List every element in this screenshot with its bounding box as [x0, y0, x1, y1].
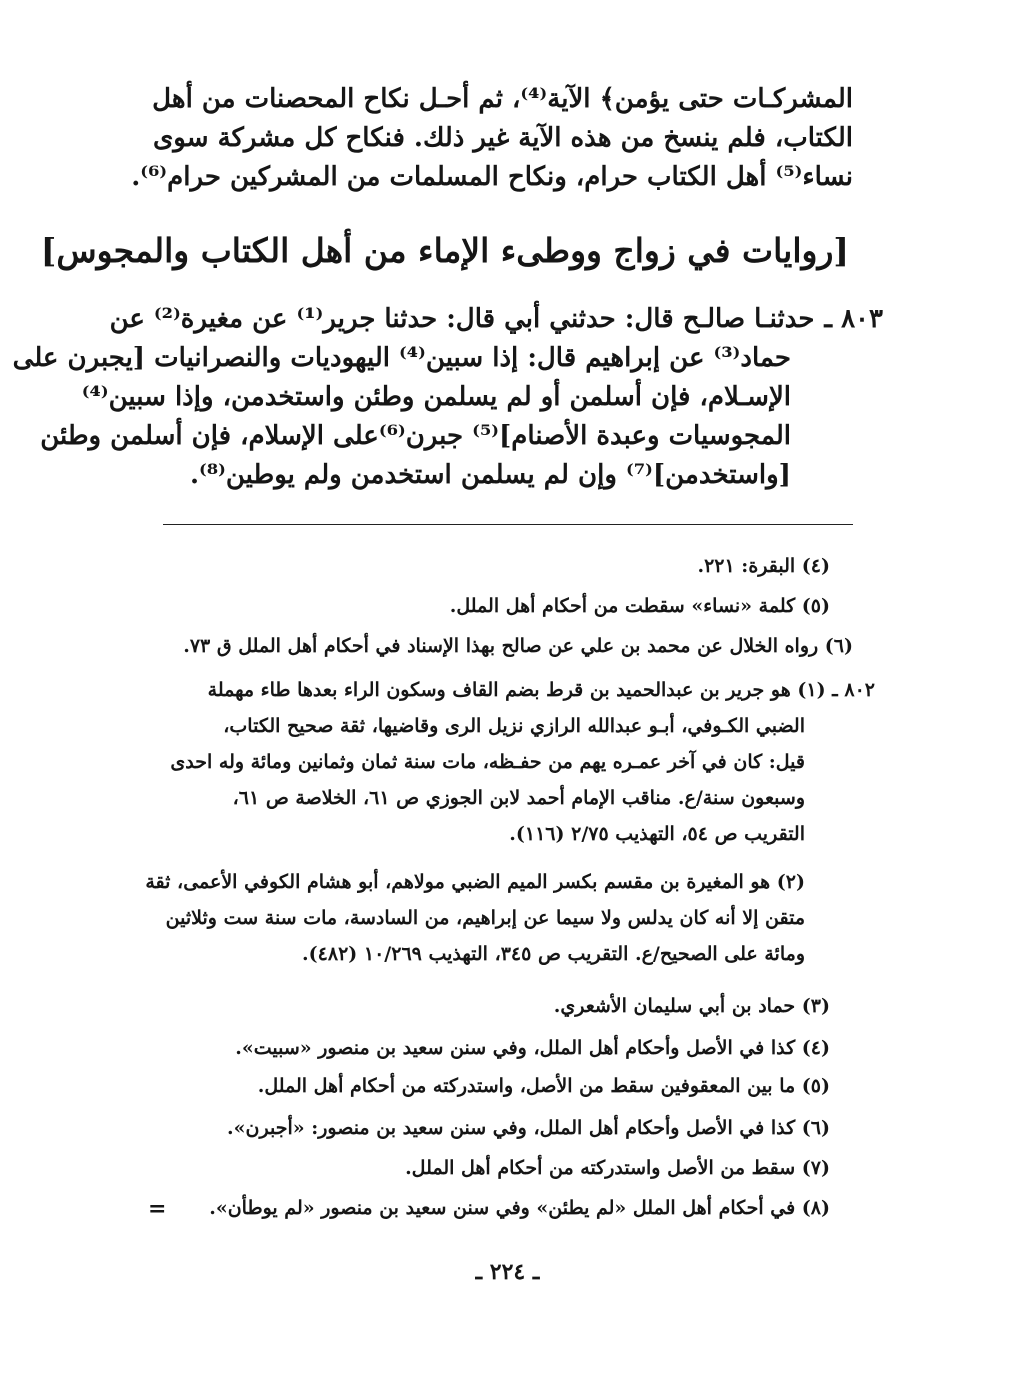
footnote-separator [163, 524, 853, 525]
footnote-802-1 [130, 672, 875, 852]
hadith-number: ٨٠٣ ـ [824, 304, 883, 334]
text-line: نساء⁽⁵⁾ أهل الكتاب حرام، ونكاح المسلمات من المشركين حرام⁽⁶⁾. [131, 162, 853, 192]
footnote-line: ٨٠٢ ـ (١) هو جرير بن عبدالحميد بن قرط بضم القاف وسكون الراء بعدها طاء مهملة [207, 679, 875, 701]
text-line: المشركـات حتى يؤمن﴾ الآية⁽⁴⁾، ثم أحـل نكاح المحصنات من أهل [152, 84, 853, 114]
footnote-7: (٧) سقط من الأصل واستدركته من أحكام أهل الملل. [405, 1157, 830, 1179]
footnote-line: قيل: كان في آخر عمـره يهم من حفـظه، مات سنة ثمان وثمانين ومائة وله احدى [170, 751, 805, 773]
hadith-line: المجوسيات وعبدة الأصنام]⁽⁵⁾ جبرن⁽⁶⁾على الإسلام، فإن أسلمن وطئن [40, 421, 791, 451]
hadith-line: [واستخدمن]⁽⁷⁾ وإن لم يسلمن استخدمن ولم يوطين⁽⁸⁾. [189, 460, 791, 490]
continuation-marker: = [148, 1196, 167, 1222]
hadith-line: الإسـلام، فإن أسلمن أو لم يسلمن وطئن واستخدمن، وإذا سبين⁽⁴⁾ [81, 382, 791, 412]
footnote-3: (٣) حماد بن أبي سليمان الأشعري. [553, 995, 830, 1017]
page-number: ـ ٢٢٤ ـ [475, 1259, 540, 1285]
footnote-line: التقريب ص ٥٤، التهذيب ٢/٧٥ (١١٦). [509, 823, 805, 845]
footnote-line: وسبعون سنة/ع. مناقب الإمام أحمد لابن الجوزي ص ٦١، الخلاصة ص ٦١، [232, 787, 805, 809]
footnote-prev-4: (٤) البقرة: ٢٢١. [697, 555, 830, 577]
footnote-line: متقن إلا أنه كان يدلس ولا سيما عن إبراهيم، من السادسة، مات سنة ست وثلاثين [165, 907, 805, 929]
hadith-line: حماد⁽³⁾ عن إبراهيم قال: إذا سبين⁽⁴⁾ اليهوديات والنصرانيات [يجبرن على [12, 343, 791, 373]
footnote-line: ومائة على الصحيح/ع. التقريب ص ٣٤٥، التهذيب ١٠/٢٦٩ (٤٨٢). [302, 943, 805, 965]
footnote-line: (٢) هو المغيرة بن مقسم بكسر الميم الضبي مولاهم، أبو هشام الكوفي الأعمى، ثقة [145, 871, 805, 893]
section-title: [روايات في زواج ووطىء الإماء من أهل الكتاب والمجوس] [40, 231, 849, 270]
hadith-text: حدثنـا صالـح قال: حدثني أبي قال: حدثنا جرير⁽¹⁾ عن مغيرة⁽²⁾ عن [109, 304, 815, 334]
hadith-first-line [109, 300, 883, 339]
text-line: الكتاب، فلم ينسخ من هذه الآية غير ذلك. فنكاح كل مشركة سوى [152, 123, 853, 153]
footnote-prev-6: (٦) رواه الخلال عن محمد بن علي عن صالح بهذا الإسناد في أحكام أهل الملل ق ٧٣. [183, 635, 853, 657]
footnote-5: (٥) ما بين المعقوفين سقط من الأصل، واستدركته من أحكام أهل الملل. [257, 1075, 830, 1097]
hadith-803 [12, 300, 883, 495]
footnote-prev-5: (٥) كلمة «نساء» سقطت من أحكام أهل الملل. [449, 595, 830, 617]
footnote-line: الضبي الكـوفي، أبـو عبدالله الرازي نزيل الرى وقاضيها، ثقة صحيح الكتاب، [223, 715, 805, 737]
footnote-6: (٦) كذا في الأصل وأحكام أهل الملل، وفي سنن سعيد بن منصور: «أجبرن». [227, 1117, 830, 1139]
footnote-4: (٤) كذا في الأصل وأحكام أهل الملل، وفي سنن سعيد بن منصور «سبيت». [235, 1037, 830, 1059]
footnote-2 [130, 864, 805, 972]
footnote-8: (٨) في أحكام أهل الملل «لم يطئن» وفي سنن سعيد بن منصور «لم يوطأن». [209, 1197, 830, 1219]
top-paragraph [131, 80, 853, 197]
